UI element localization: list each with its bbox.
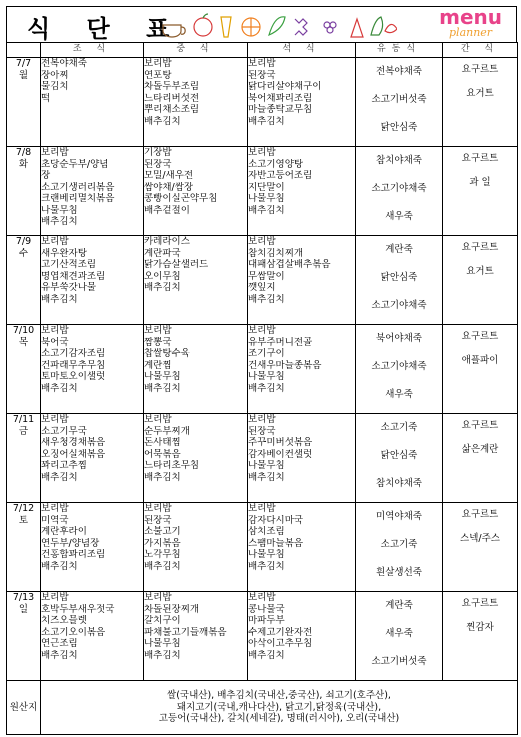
day-cell (7, 58, 41, 147)
breakfast-item: 치즈오믈렛 (41, 615, 87, 626)
dinner-cell (248, 325, 356, 414)
day-cell (7, 147, 41, 236)
dinner-item: 아삭이고추무침 (248, 638, 313, 649)
column-header-lunch: 중 식 (144, 43, 248, 58)
dinner-item: 조기구이 (248, 348, 285, 359)
lunch-item: 순두부찌개 (144, 425, 190, 437)
snack-cell (443, 236, 518, 325)
origin-line: 고등어(국내산), 갈치(세네갈), 명태(러시아), 오리(국내산) (158, 713, 400, 725)
snack-item: 요거트 (466, 266, 494, 277)
breakfast-item: 배추김치 (41, 560, 78, 572)
snack-item: 애플파이 (461, 355, 499, 366)
dinner-item: 스팸마늘볶음 (248, 537, 304, 549)
breakfast-item: 배추김치 (41, 293, 78, 305)
snack-item: 요구르트 (461, 153, 499, 164)
lunch-item: 오이무침 (144, 270, 181, 282)
breakfast-item: 보리밥 (41, 503, 69, 514)
breakfast-item: 북어국 (41, 336, 69, 348)
dinner-item: 대패삼겹살배추볶음 (248, 259, 331, 270)
dinner-item: 마파두부 (248, 615, 285, 626)
date-label: 7/7 (15, 58, 32, 69)
breakfast-item: 물김치 (41, 81, 69, 92)
lunch-cell (144, 503, 248, 592)
lunch-item: 쌈야채/쌈장 (144, 181, 194, 193)
origin-line: 돼지고기(국내,캐나다산), 닭고기,닭정육(국내산), (176, 701, 382, 713)
breakfast-item: 배추김치 (41, 471, 78, 483)
lunch-cell (144, 325, 248, 414)
snack-item: 요구르트 (461, 242, 499, 253)
origin-text (41, 681, 518, 735)
lunch-item: 배추김치 (144, 382, 181, 394)
day-cell (7, 325, 41, 414)
breakfast-item: 유부쑥갓나물 (41, 282, 97, 293)
breakfast-item: 크랜베리멸치볶음 (41, 193, 115, 204)
lunch-item: 배추겉절이 (144, 204, 190, 216)
liquid-item: 미역야채죽 (376, 511, 422, 522)
dinner-item: 보리밥 (248, 592, 276, 603)
breakfast-item: 떡 (41, 92, 51, 104)
breakfast-cell (41, 325, 144, 414)
lunch-item: 보리밥 (144, 325, 172, 336)
day-row (7, 58, 518, 147)
breakfast-item: 토마토오이샐럿 (41, 371, 106, 382)
breakfast-item: 보리밥 (41, 147, 69, 158)
column-header-liquid: 유동식 (356, 43, 443, 58)
lunch-item: 차돌된장찌개 (144, 603, 200, 615)
breakfast-cell (41, 414, 144, 503)
dinner-item: 보리밥 (248, 414, 276, 425)
lunch-item: 기장밥 (144, 147, 172, 158)
liquid-cell (356, 325, 443, 414)
snack-cell (443, 592, 518, 681)
snack-item: 찐감자 (466, 622, 494, 633)
dinner-item: 무쌈말이 (248, 270, 285, 282)
breakfast-item: 보리밥 (41, 236, 69, 247)
liquid-item: 새우죽 (385, 211, 413, 222)
lunch-item: 찹쌀탕수육 (144, 348, 190, 359)
lunch-item: 소불고기 (144, 526, 181, 537)
liquid-item: 소고기버섯죽 (371, 656, 427, 667)
food-illustrations-icon (157, 11, 397, 41)
dinner-item: 배추김치 (248, 649, 285, 661)
lunch-item: 나물무침 (144, 371, 181, 382)
dinner-item: 된장국 (248, 69, 276, 81)
lunch-item: 된장국 (144, 158, 172, 170)
lunch-item: 느타리초무침 (144, 460, 200, 471)
weekday-label: 월 (18, 69, 29, 81)
day-row (7, 592, 518, 681)
breakfast-item: 소고기생러리볶음 (41, 181, 115, 193)
breakfast-item: 오징어실채볶음 (41, 448, 106, 460)
liquid-cell (356, 58, 443, 147)
breakfast-cell (41, 503, 144, 592)
origin-label: 원산지 (7, 681, 41, 735)
lunch-item: 모밀/새우전 (144, 170, 194, 181)
dinner-item: 나물무침 (248, 549, 285, 560)
menu-planner-logo (439, 7, 502, 38)
breakfast-item: 초당순두부/양념 (41, 158, 109, 170)
dinner-item: 나물무침 (248, 193, 285, 204)
lunch-item: 나물무침 (144, 638, 181, 649)
lunch-cell (144, 414, 248, 503)
lunch-cell (144, 147, 248, 236)
lunch-item: 계란파국 (144, 247, 181, 259)
day-cell (7, 592, 41, 681)
column-header-dinner: 석 식 (248, 43, 356, 58)
lunch-item: 차돌두부조림 (144, 81, 200, 92)
snack-item: 요구르트 (461, 331, 499, 342)
dinner-item: 보리밥 (248, 503, 276, 514)
liquid-item: 소고기죽 (380, 422, 418, 433)
dinner-cell (248, 236, 356, 325)
weekday-label: 목 (18, 336, 29, 348)
dinner-item: 감자베이컨샐럿 (248, 448, 313, 460)
dinner-item: 배추김치 (248, 204, 285, 216)
weekday-label: 토 (18, 514, 29, 526)
breakfast-item: 연두부/양념장 (41, 537, 100, 549)
origin-line: 쌀(국내산), 배추김치(국내산,중국산), 쇠고기(호주산), (167, 690, 391, 702)
day-cell (7, 236, 41, 325)
header-empty-cell (7, 43, 41, 58)
dinner-item: 참치김치찌개 (248, 247, 304, 259)
lunch-item: 배추김치 (144, 115, 181, 127)
breakfast-cell (41, 58, 144, 147)
dinner-item: 배추김치 (248, 560, 285, 572)
breakfast-cell (41, 147, 144, 236)
breakfast-item: 배추김치 (41, 649, 78, 661)
snack-item: 스넥/주스 (460, 533, 500, 544)
lunch-item: 느타리버섯전 (144, 92, 200, 104)
dinner-item: 마늘종탁교무침 (248, 104, 313, 115)
page-title: 식 단 표 (27, 15, 184, 43)
origin-row (7, 681, 518, 735)
weekday-label: 일 (18, 603, 29, 615)
lunch-item: 짬뽕국 (144, 336, 172, 348)
lunch-cell (144, 236, 248, 325)
breakfast-item: 전복야채죽 (41, 58, 87, 69)
snack-item: 요구르트 (461, 64, 499, 75)
lunch-item: 배추김치 (144, 282, 181, 293)
breakfast-item: 연근조림 (41, 638, 78, 649)
liquid-item: 북어야채죽 (376, 333, 422, 344)
dinner-item: 소고기영양탕 (248, 158, 304, 170)
lunch-item: 보리밥 (144, 503, 172, 514)
logo-sub-text: planner (449, 26, 493, 39)
breakfast-item: 고기산적조림 (41, 259, 97, 270)
logo-main-text: menu (439, 5, 502, 29)
day-row (7, 147, 518, 236)
lunch-cell (144, 58, 248, 147)
snack-cell (443, 147, 518, 236)
breakfast-cell (41, 592, 144, 681)
liquid-item: 새우죽 (385, 389, 413, 400)
dinner-item: 주꾸미버섯볶음 (248, 437, 313, 448)
dinner-item: 보리밥 (248, 325, 276, 336)
lunch-item: 보리밥 (144, 414, 172, 425)
dinner-item: 건새우마늘종볶음 (248, 359, 322, 371)
dinner-item: 보리밥 (248, 147, 276, 158)
date-label: 7/9 (15, 236, 32, 247)
liquid-item: 소고기야채죽 (371, 183, 427, 194)
breakfast-item: 미역국 (41, 514, 69, 526)
lunch-item: 배추김치 (144, 649, 181, 661)
lunch-item: 연포탕 (144, 69, 172, 81)
breakfast-item: 나물무침 (41, 204, 78, 216)
liquid-item: 흰살생선죽 (376, 567, 422, 578)
lunch-item: 노각무침 (144, 549, 181, 560)
lunch-item: 돈사태찜 (144, 437, 181, 448)
liquid-item: 소고기야채죽 (371, 361, 427, 372)
lunch-item: 보리밥 (144, 58, 172, 69)
day-cell (7, 414, 41, 503)
liquid-item: 소고기버섯죽 (371, 94, 427, 105)
weekday-label: 수 (18, 247, 29, 259)
dinner-item: 지단말이 (248, 181, 285, 193)
liquid-item: 새우죽 (385, 628, 413, 639)
dinner-item: 보리밥 (248, 58, 276, 69)
breakfast-item: 장아찌 (41, 69, 69, 81)
breakfast-item: 건파래무추무침 (41, 359, 106, 371)
lunch-item: 갈치구이 (144, 615, 181, 626)
snack-cell (443, 503, 518, 592)
liquid-item: 계란죽 (385, 244, 413, 255)
lunch-item: 카레라이스 (144, 236, 190, 247)
lunch-cell (144, 592, 248, 681)
liquid-item: 계란죽 (385, 600, 413, 611)
lunch-item: 어묵볶음 (144, 448, 181, 460)
dinner-cell (248, 58, 356, 147)
dinner-item: 콩나물국 (248, 603, 285, 615)
lunch-item: 파채불고기들깨볶음 (144, 626, 227, 638)
breakfast-item: 새우완자탕 (41, 247, 87, 259)
liquid-item: 닭안심죽 (380, 272, 418, 283)
liquid-item: 소고기야채죽 (371, 300, 427, 311)
breakfast-item: 보리밥 (41, 592, 69, 603)
snack-item: 요구르트 (461, 598, 499, 609)
breakfast-item: 보리밥 (41, 325, 69, 336)
dinner-cell (248, 592, 356, 681)
day-row (7, 414, 518, 503)
breakfast-item: 배추김치 (41, 382, 78, 394)
snack-item: 삶은계란 (461, 444, 499, 455)
lunch-item: 콩빵이실곤약무침 (144, 193, 218, 204)
breakfast-item: 계란후라이 (41, 526, 87, 537)
lunch-item: 닭가슴살샐러드 (144, 259, 209, 270)
dinner-item: 자반고등어조림 (248, 170, 313, 181)
table-header-row (7, 43, 518, 58)
dinner-item: 보리밥 (248, 236, 276, 247)
date-label: 7/10 (12, 325, 35, 336)
dinner-cell (248, 414, 356, 503)
lunch-item: 가지볶음 (144, 537, 181, 549)
day-row (7, 325, 518, 414)
dinner-item: 삼치조림 (248, 526, 285, 537)
lunch-item: 보리밥 (144, 592, 172, 603)
dinner-cell (248, 503, 356, 592)
dinner-item: 배추김치 (248, 471, 285, 483)
date-label: 7/12 (12, 503, 35, 514)
dinner-item: 나물무침 (248, 371, 285, 382)
liquid-cell (356, 236, 443, 325)
breakfast-cell (41, 236, 144, 325)
lunch-item: 계란찜 (144, 359, 172, 371)
breakfast-item: 새우청경채볶음 (41, 437, 106, 448)
dinner-item: 깻잎지 (248, 282, 276, 293)
dinner-item: 배추김치 (248, 382, 285, 394)
snack-item: 요구르트 (461, 509, 499, 520)
breakfast-item: 장 (41, 170, 51, 181)
dinner-item: 나물무침 (248, 460, 285, 471)
dinner-item: 유부주머니전골 (248, 336, 313, 348)
liquid-item: 닭안심죽 (380, 122, 418, 133)
breakfast-item: 배추김치 (41, 216, 78, 227)
snack-cell (443, 58, 518, 147)
liquid-cell (356, 414, 443, 503)
liquid-cell (356, 147, 443, 236)
breakfast-item: 소고기오이볶음 (41, 626, 106, 638)
date-label: 7/8 (15, 147, 32, 158)
dinner-item: 배추김치 (248, 115, 285, 127)
day-row (7, 236, 518, 325)
liquid-cell (356, 503, 443, 592)
liquid-item: 닭안심죽 (380, 450, 418, 461)
day-row (7, 503, 518, 592)
dinner-item: 북어채꽈리조림 (248, 92, 313, 104)
breakfast-item: 소고기무국 (41, 425, 87, 437)
liquid-item: 참치야채죽 (376, 478, 422, 489)
header (6, 6, 517, 43)
liquid-item: 소고기죽 (380, 539, 418, 550)
snack-item: 과 일 (469, 177, 491, 188)
weekday-label: 화 (18, 158, 29, 170)
column-header-breakfast: 조 식 (41, 43, 144, 58)
date-label: 7/13 (12, 592, 35, 603)
dinner-item: 감자다시마국 (248, 514, 304, 526)
day-cell (7, 503, 41, 592)
liquid-cell (356, 592, 443, 681)
snack-cell (443, 325, 518, 414)
breakfast-item: 건홍합꽈리조림 (41, 549, 106, 560)
dinner-item: 닭다리살야채구이 (248, 81, 322, 92)
liquid-item: 전복야채죽 (376, 66, 422, 77)
liquid-item: 참치야채죽 (376, 155, 422, 166)
dinner-item: 배추김치 (248, 293, 285, 305)
snack-item: 요거트 (466, 88, 494, 99)
lunch-item: 뿌리채소조림 (144, 104, 200, 115)
date-label: 7/11 (12, 414, 35, 425)
snack-item: 요구르트 (461, 420, 499, 431)
dinner-item: 수제고기완자전 (248, 626, 313, 638)
lunch-item: 된장국 (144, 514, 172, 526)
breakfast-item: 호박두부새우젓국 (41, 603, 115, 615)
column-header-snack: 간 식 (443, 43, 518, 58)
breakfast-item: 꽈리고추찜 (41, 460, 87, 471)
meal-table (6, 42, 518, 735)
dinner-cell (248, 147, 356, 236)
weekday-label: 금 (18, 425, 29, 437)
snack-cell (443, 414, 518, 503)
breakfast-item: 소고기감자조림 (41, 348, 106, 359)
lunch-item: 배추김치 (144, 471, 181, 483)
dinner-item: 된장국 (248, 425, 276, 437)
lunch-item: 배추김치 (144, 560, 181, 572)
breakfast-item: 보리밥 (41, 414, 69, 425)
breakfast-item: 명엽채견과조림 (41, 270, 106, 282)
